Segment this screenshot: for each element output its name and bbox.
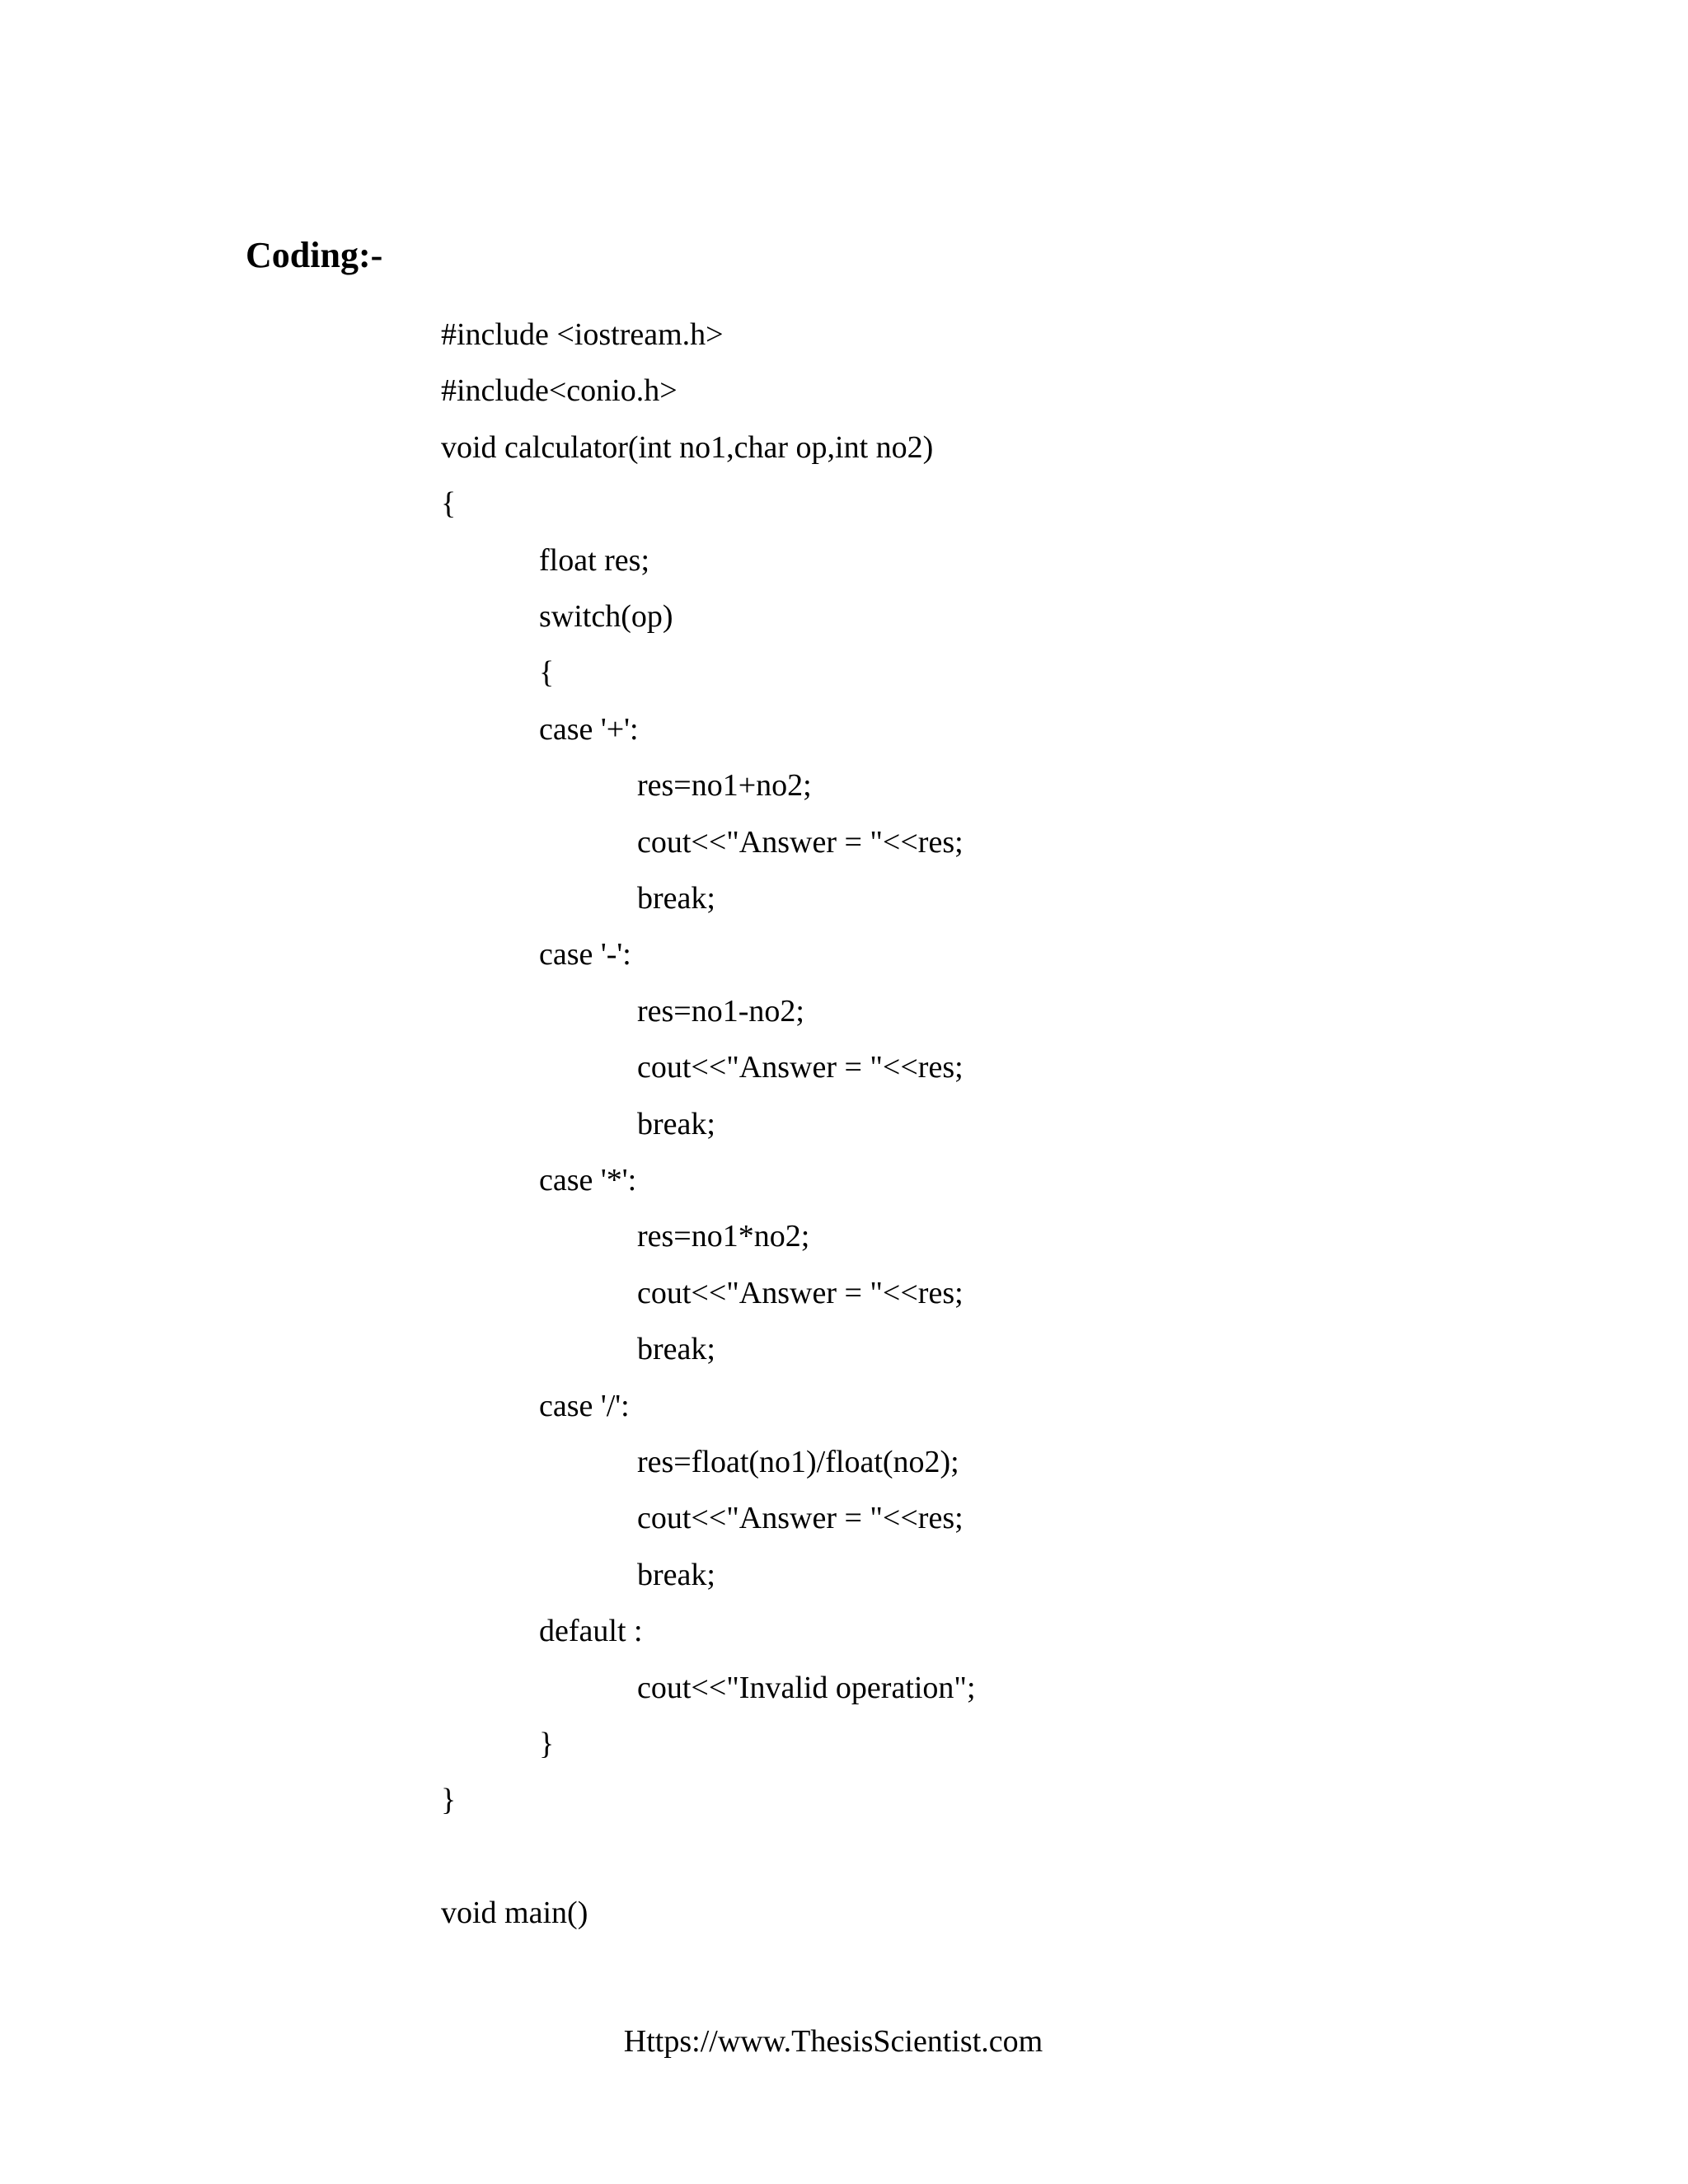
- code-line: #include<conio.h>: [441, 373, 678, 408]
- code-line: cout<<"Answer = "<<res;: [637, 1276, 964, 1310]
- code-line: }: [441, 1783, 457, 1817]
- code-line: cout<<"Answer = "<<res;: [637, 1050, 964, 1085]
- code-line: float res;: [539, 543, 650, 578]
- code-line: break;: [637, 881, 715, 916]
- code-line: {: [539, 655, 555, 690]
- page-footer: [0, 1980, 1688, 2103]
- code-line: default :: [539, 1614, 643, 1648]
- code-line: void main(): [441, 1896, 588, 1930]
- code-line: case '/':: [539, 1389, 630, 1423]
- footer-url: Https://www.ThesisScientist.com: [623, 2024, 1043, 2059]
- code-line: res=float(no1)/float(no2);: [637, 1445, 959, 1479]
- code-line: case '+':: [539, 712, 639, 747]
- code-line: cout<<"Answer = "<<res;: [637, 1501, 964, 1535]
- code-line: break;: [637, 1558, 715, 1592]
- section-heading: Coding:-: [246, 235, 383, 275]
- code-line: {: [441, 486, 457, 521]
- code-line: }: [539, 1727, 555, 1761]
- code-line: #include <iostream.h>: [441, 317, 724, 352]
- code-line: break;: [637, 1332, 715, 1366]
- code-line: cout<<"Answer = "<<res;: [637, 825, 964, 860]
- code-line: res=no1+no2;: [637, 768, 812, 803]
- code-line: switch(op): [539, 599, 673, 634]
- code-line: case '*':: [539, 1163, 637, 1197]
- code-line: res=no1-no2;: [637, 994, 804, 1029]
- code-line: res=no1*no2;: [637, 1219, 810, 1254]
- code-line: case '-':: [539, 937, 631, 972]
- code-line: cout<<"Invalid operation";: [637, 1671, 976, 1705]
- code-line: void calculator(int no1,char op,int no2): [441, 430, 934, 465]
- code-line: break;: [637, 1107, 715, 1141]
